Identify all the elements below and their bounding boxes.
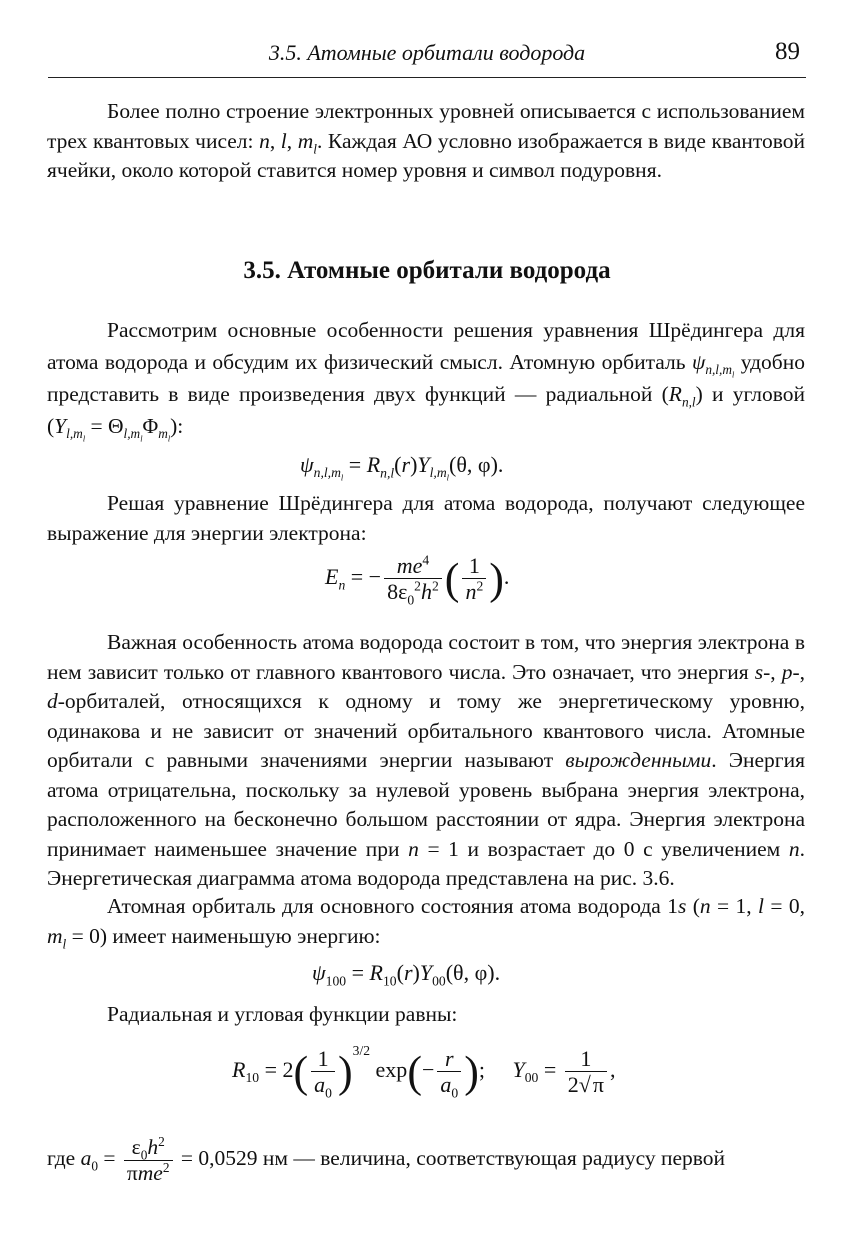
paragraph-5: Атомная орбиталь для основного состояния атома водорода 1s (n = 1, l = 0, $m_l = 0$) имеет наименьшую энергию: (47, 894, 805, 951)
section-heading: 3.5. Атомные орбитали водорода (243, 257, 611, 284)
formula-energy: $E_n$ = − $\frac{me^4}{8\varepsilon_0^2h^2}$ ( $\frac{1}{n^2}$ ). (325, 552, 510, 608)
paragraph-3: Решая уравнение Шрёдингера для атома водорода, получают следующее выражение для энергии электрона: (47, 491, 805, 545)
formula-psi: $\psi_{n,l,m_l} = R_{n,l}(r)Y_{l,m_l}(\theta$, φ). (300, 452, 504, 484)
paragraph-7: где $a_0$ = $\frac{\varepsilon_0h^2}{\pi me^2}$ = 0,0529 нм — величина, соответствующая радиусу первой (47, 1133, 726, 1185)
paragraph-6: Радиальная и угловая функции равны: (107, 1002, 458, 1026)
paragraph-1: Более полно строение электронных уровней описывается с использованием трех квантовых чисел: n, l, $m_l$. Каждая АО условно изображается в виде квантовой ячейки, около которой ставится номер уровня и символ подуровня. (47, 99, 806, 182)
header-title: 3.5. Атомные орбитали водорода (268, 40, 586, 65)
header-rule (48, 77, 806, 78)
paragraph-2: Рассмотрим основные особенности решения уравнения Шрёдингера для атома водорода и обсудим их физический смысл. Атомную орбиталь $\psi_{n,l,m_l}$ удобно представить в виде произведения двух функций — радиальной $(R_{n,l})$ и угловой $(Y_{l,m_l} = \Theta_{l,m_l}\Phi_{m_l})$: (47, 318, 805, 444)
paragraph-4: Важная особенность атома водорода состоит в том, что энергия электрона в нем зависит только от главного квантового числа. Это означает, что энергия s-, p-, d-орбиталей, относящихся к одному и тому же энергетическому уровню, одинакова и не зависит от значений орбитального квантового числа. Атомные орбитали с равными значениями энергии называют вырожденными. Энергия атома отрицательна, поскольку за нулевой уровень выбрана энергия электрона, расположенного на бесконечно большом расстоянии от ядра. Энергия электрона принимает наименьшее значение при n = 1 и возрастает до 0 с увеличением n. Энергетическая диаграмма атома водорода представлена на рис. 3.6. (47, 630, 805, 890)
running-header (48, 40, 806, 76)
page-number: 89 (775, 38, 800, 65)
formula-r10-y00: $R_{10} = 2$( $\frac{1}{a_0}$ )$^{3/2}$ exp(− $\frac{r}{a_0}$ ); $Y_{00}$ = $\frac{1}{2√\pi}$ , (232, 1042, 616, 1101)
formula-psi100: $\psi_{100} = R_{10}(r)Y_{00}(\theta$, φ). (312, 960, 501, 989)
